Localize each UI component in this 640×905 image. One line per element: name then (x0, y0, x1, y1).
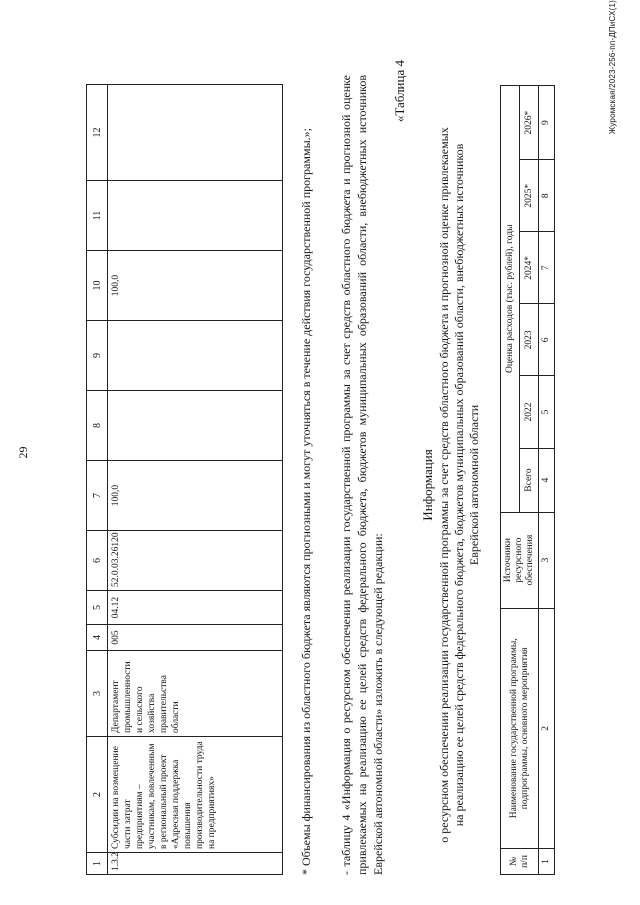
header-year: 2026* (520, 86, 539, 160)
table-row (108, 85, 283, 875)
header-cell: 5 (87, 591, 108, 625)
value-col-11 (108, 181, 283, 251)
resource-header-top (501, 86, 520, 875)
header-year: 2022 (520, 376, 539, 448)
header-cell: 11 (87, 181, 108, 251)
page-number: 29 (16, 446, 30, 459)
header-cell: 7 (87, 461, 108, 531)
measure-name: Субсидии на возмещение части затрат предприятиям – участникам, вовлеченным в региональный проект «Адресная поддержка повышения производительности труда на предприятиях» (108, 737, 283, 853)
index-cell: 1 (539, 848, 555, 874)
document-code: Журомская/2023-256-пп-ДПиСХ(1) (608, 0, 617, 135)
value-col-10: 100,0 (108, 251, 283, 321)
info-heading (420, 125, 482, 845)
target-article: 52.0.03.26120 (108, 531, 283, 591)
info-subtitle: о ресурсном обеспечении реализации государственной программы за счет средств областного бюджета и прогнозной оценке привлекаемых на реализацию ее целей средств федерального бюджета, бюджетов муниципальных образований области, внебюджетных источников Еврейской автономной области (437, 127, 481, 843)
footnote: * Объемы финансирования из областного бюджета являются прогнозными и могут уточняться в течение действия государственной программы.»; (299, 128, 313, 875)
index-cell: 2 (539, 608, 555, 848)
header-estimate: Оценка расходов (тыс. рублей), годы (501, 86, 520, 513)
header-total: Всего (520, 448, 539, 512)
header-cell: 2 (87, 737, 108, 853)
subsidy-table-header (87, 85, 108, 875)
index-cell: 6 (539, 304, 555, 376)
info-title: Информация (420, 449, 435, 521)
header-cell: 3 (87, 651, 108, 737)
index-cell: 9 (539, 86, 555, 160)
section-code: 04.12 (108, 591, 283, 625)
index-cell: 5 (539, 376, 555, 448)
table-reference: «Таблица 4 (392, 60, 407, 123)
index-cell: 4 (539, 448, 555, 512)
value-col-9 (108, 321, 283, 391)
subsidy-table (86, 84, 283, 875)
header-cell: 1 (87, 853, 108, 875)
resource-index-row (539, 86, 555, 875)
index-cell: 7 (539, 232, 555, 304)
header-num: № п/п (501, 848, 539, 874)
header-cell: 10 (87, 251, 108, 321)
header-source: Источники ресурсного обеспечения (501, 512, 539, 608)
value-col-12 (108, 85, 283, 181)
executor: Департамент промышленности и сельского хозяйства правительства области (108, 651, 283, 737)
header-name: Наименование государственной программы, подпрограммы, основного мероприятия (501, 608, 539, 848)
header-cell: 8 (87, 391, 108, 461)
row-number: 1.3.2 (108, 853, 283, 875)
value-col-8 (108, 391, 283, 461)
grbs-code: 005 (108, 625, 283, 651)
header-year: 2023 (520, 304, 539, 376)
header-cell: 9 (87, 321, 108, 391)
header-cell: 6 (87, 531, 108, 591)
index-cell: 3 (539, 512, 555, 608)
total-value: 100,0 (108, 461, 283, 531)
index-cell: 8 (539, 160, 555, 232)
resource-table (500, 85, 555, 875)
header-year: 2025* (520, 160, 539, 232)
header-cell: 4 (87, 625, 108, 651)
header-cell: 12 (87, 85, 108, 181)
amendment-paragraph: - таблицу 4 «Информация о ресурсном обеспечении реализации государственной программы за счет средств областного бюджета и прогнозной оценке привлекаемых на реализацию ее целей средств федерального бюджета, бюджетов муниципальных образований области, внебюджетных источников Еврейской автономной области» изложить в следующей редакции: (339, 75, 385, 875)
header-year: 2024* (520, 232, 539, 304)
